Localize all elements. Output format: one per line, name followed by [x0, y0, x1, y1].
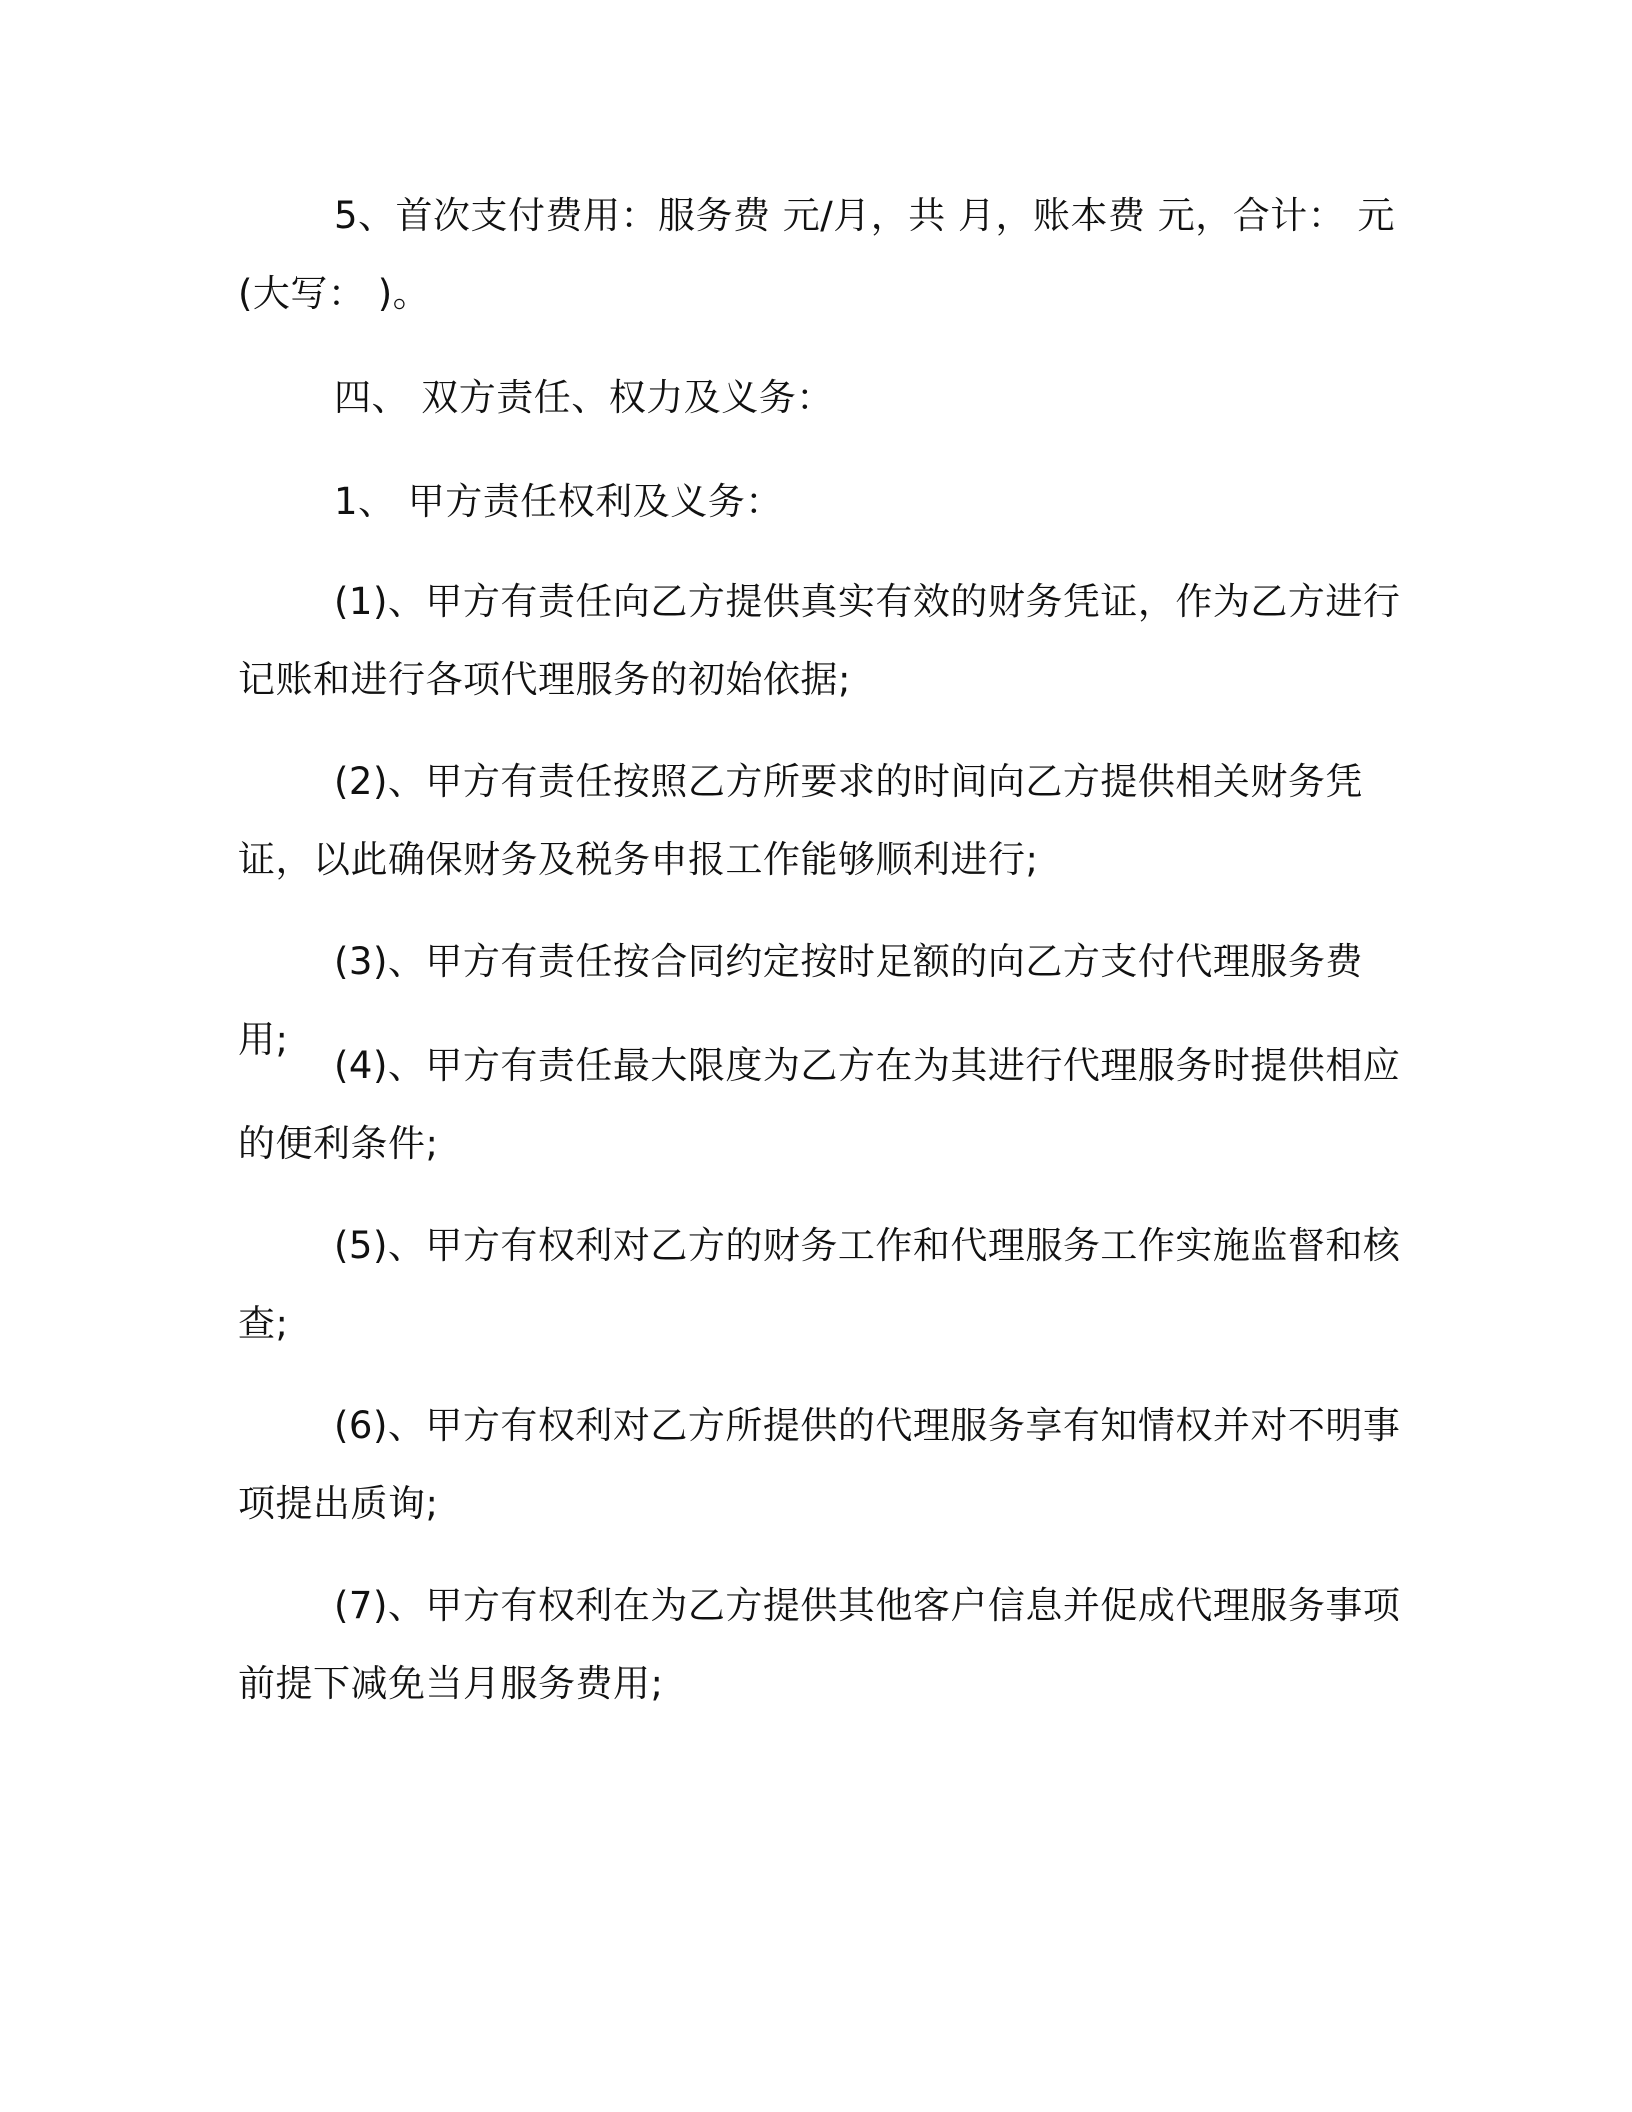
- clause-7: (7)、甲方有权利在为乙方提供其他客户信息并促成代理服务事项前提下减免当月服务费用;: [238, 1584, 1401, 1705]
- subsection-heading-party-a: 1、 甲方责任权利及义务：: [334, 480, 783, 523]
- clause-2: (2)、甲方有责任按照乙方所要求的时间向乙方提供相关财务凭证，以此确保财务及税务申报工作能够顺利进行;: [238, 760, 1363, 881]
- clause-4: (4)、甲方有责任最大限度为乙方在为其进行代理服务时提供相应的便利条件;: [238, 1044, 1401, 1165]
- clause-5: (5)、甲方有权利对乙方的财务工作和代理服务工作实施监督和核查;: [238, 1224, 1401, 1345]
- clause-1: (1)、甲方有责任向乙方提供真实有效的财务凭证，作为乙方进行记账和进行各项代理服务的初始依据;: [238, 580, 1401, 701]
- clause-3: (3)、甲方有责任按合同约定按时足额的向乙方支付代理服务费用;: [238, 940, 1363, 1061]
- clause-6: (6)、甲方有权利对乙方所提供的代理服务享有知情权并对不明事项提出质询;: [238, 1404, 1401, 1525]
- paragraph-initial-payment: 5、首次支付费用：服务费 元/月，共 月，账本费 元，合计： 元(大写： )。: [238, 194, 1396, 315]
- section-heading-responsibilities: 四、 双方责任、权力及义务：: [334, 376, 834, 419]
